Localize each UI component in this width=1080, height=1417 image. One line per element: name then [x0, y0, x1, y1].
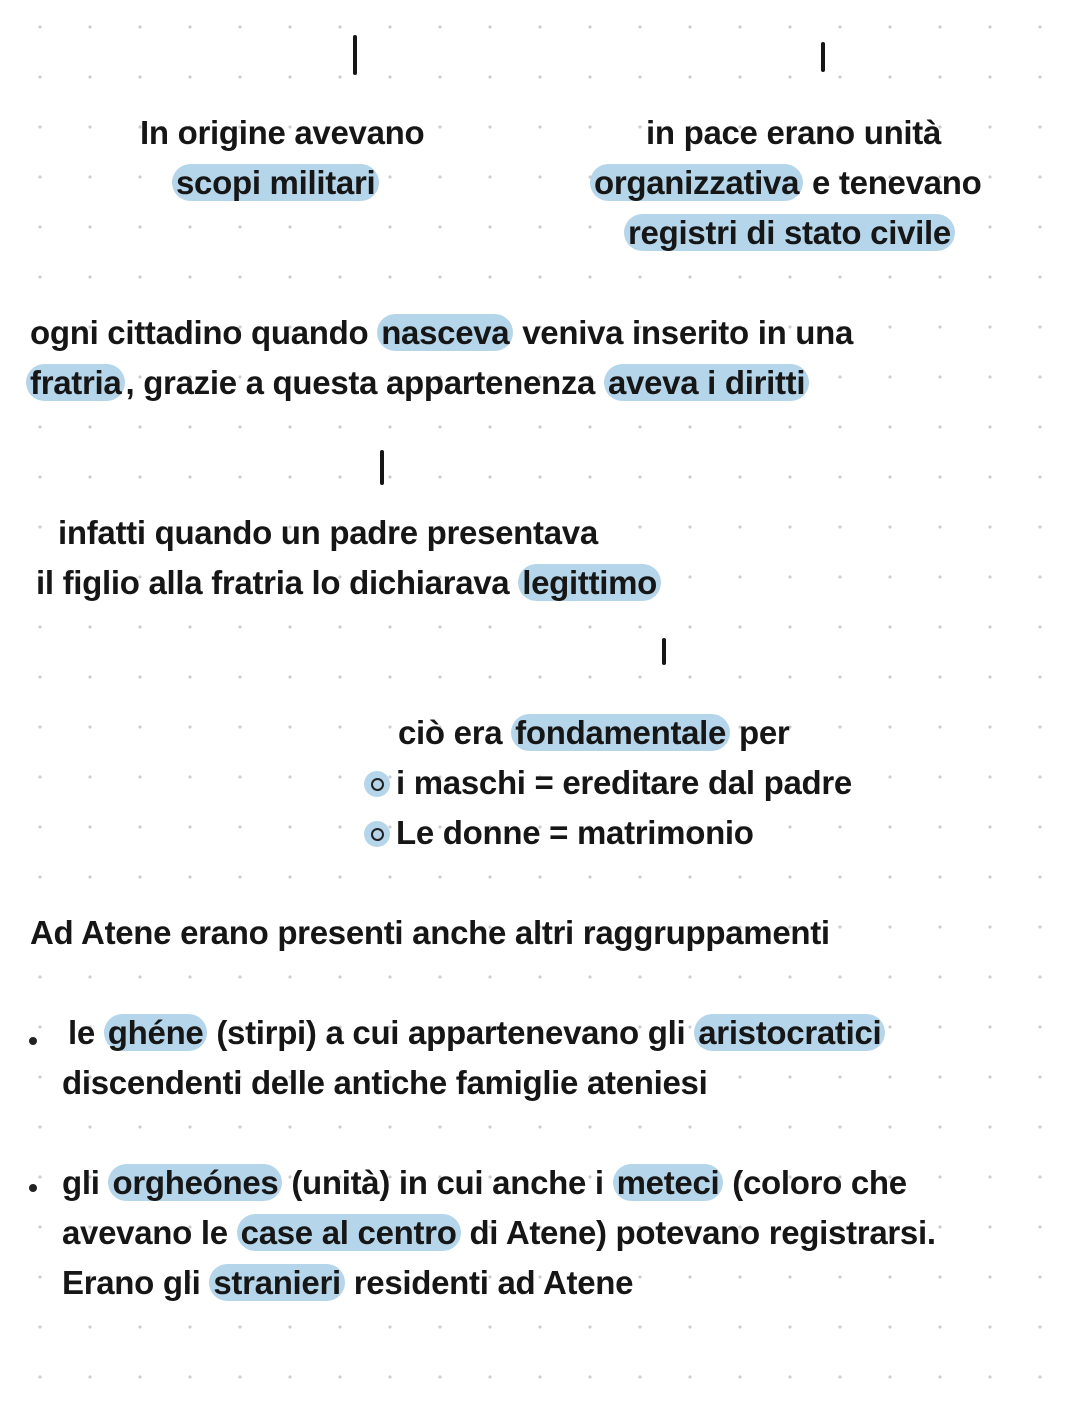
bullet-icon — [29, 1184, 37, 1192]
highlighted-term: case al centro — [237, 1214, 461, 1251]
text-segment: , grazie a questa appartenenza — [125, 364, 604, 401]
text-segment: in pace erano unità — [646, 114, 942, 151]
highlighted-term: fratria — [26, 364, 125, 401]
connector-line — [821, 42, 825, 72]
text-line — [140, 111, 424, 155]
highlighted-term: legittimo — [518, 564, 661, 601]
text-line — [26, 361, 809, 405]
highlighted-term: registri di stato civile — [624, 214, 955, 251]
text-segment: (coloro che — [723, 1164, 907, 1201]
highlighted-term: stranieri — [209, 1264, 345, 1301]
text-line — [30, 311, 853, 355]
text-segment: veniva inserito in una — [513, 314, 854, 351]
text-segment: gli — [62, 1164, 109, 1201]
text-segment: di Atene) potevano registrarsi. — [460, 1214, 936, 1251]
text-segment: Le donne = matrimonio — [396, 814, 754, 851]
bullet-icon — [29, 1037, 37, 1045]
text-segment: avevano le — [62, 1214, 237, 1251]
highlighted-term: fondamentale — [511, 714, 730, 751]
highlighted-term: aveva i diritti — [604, 364, 809, 401]
text-line — [396, 761, 852, 805]
text-line — [30, 911, 830, 955]
text-line — [624, 211, 955, 255]
text-segment: Erano gli — [62, 1264, 210, 1301]
text-line — [396, 811, 754, 855]
text-segment: i maschi = ereditare dal padre — [396, 764, 852, 801]
text-line — [62, 1261, 633, 1305]
text-segment: In origine avevano — [140, 114, 425, 151]
text-segment: ogni cittadino quando — [30, 314, 378, 351]
text-segment: (stirpi) a cui appartenevano gli — [207, 1014, 695, 1051]
text-segment: Ad Atene erano presenti anche altri raggruppamenti — [30, 914, 830, 951]
text-line — [172, 161, 379, 205]
text-line — [646, 111, 941, 155]
text-segment: residenti ad Atene — [344, 1264, 634, 1301]
highlighted-term: orgheónes — [108, 1164, 282, 1201]
text-line — [398, 711, 789, 755]
text-line — [62, 1061, 707, 1105]
text-segment: ciò era — [398, 714, 512, 751]
circle-bullet-icon — [364, 821, 390, 847]
text-segment: per — [730, 714, 790, 751]
text-line — [58, 511, 598, 555]
connector-line — [662, 638, 666, 665]
text-line — [590, 161, 981, 205]
text-line — [62, 1211, 936, 1255]
text-segment: e tenevano — [803, 164, 982, 201]
highlighted-term: scopi militari — [172, 164, 379, 201]
text-segment: (unità) in cui anche i — [282, 1164, 613, 1201]
highlighted-term: organizzativa — [590, 164, 803, 201]
text-segment: infatti quando un padre presentava — [58, 514, 598, 551]
text-line — [62, 1161, 907, 1205]
highlighted-term: ghéne — [104, 1014, 208, 1051]
text-segment: il figlio alla fratria lo dichiarava — [36, 564, 519, 601]
text-line — [68, 1011, 885, 1055]
connector-line — [353, 35, 357, 75]
text-segment: discendenti delle antiche famiglie ateniesi — [62, 1064, 708, 1101]
text-line — [36, 561, 661, 605]
highlighted-term: nasceva — [377, 314, 513, 351]
highlighted-term: meteci — [613, 1164, 724, 1201]
text-segment: le — [68, 1014, 104, 1051]
highlighted-term: aristocratici — [694, 1014, 885, 1051]
connector-line — [380, 450, 384, 485]
circle-bullet-icon — [364, 771, 390, 797]
